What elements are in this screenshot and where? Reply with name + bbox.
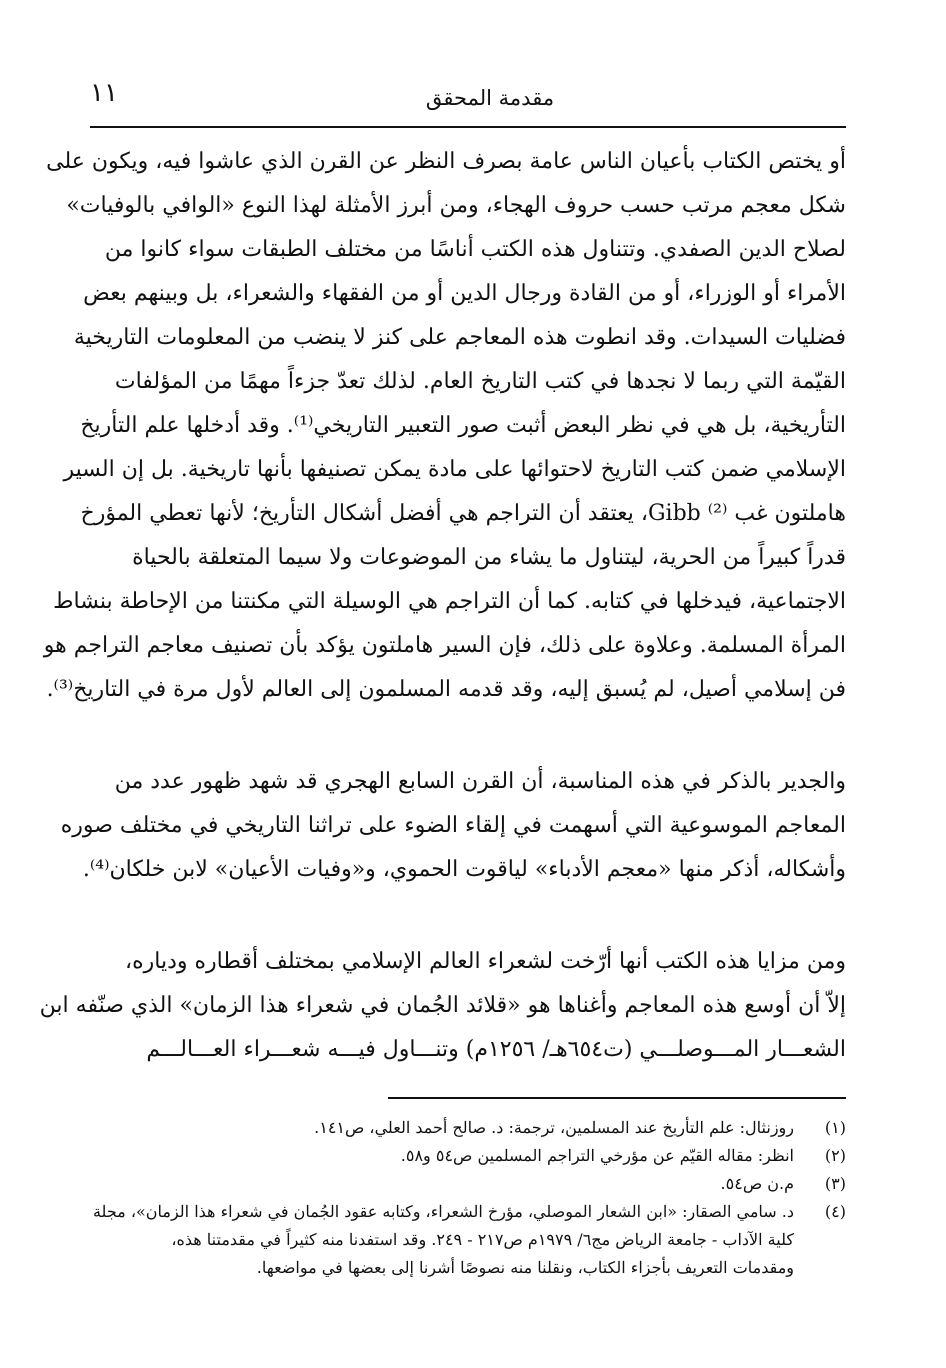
page-number: ١١ bbox=[90, 78, 118, 108]
text-line: الإسلامي ضمن كتب التاريخ لاحتوائها على مادة يمكن تصنيفها بأنها تاريخية. بل إن السير bbox=[63, 457, 846, 482]
text-line: فن إسلامي أصيل، لم يُسبق إليه، وقد قدمه المسلمون إلى العالم لأول مرة في التاريخ⁽³⁾. bbox=[46, 677, 846, 702]
paragraph-3 bbox=[39, 940, 846, 1072]
footnote-line: م.ن ص٥٤. bbox=[720, 1174, 794, 1193]
footnote-4 bbox=[92, 1198, 846, 1282]
header-rule bbox=[90, 126, 846, 128]
text-line: شكل معجم مرتب حسب حروف الهجاء، ومن أبرز الأمثلة لهذا النوع «الوافي بالوفيات» bbox=[66, 193, 846, 218]
text-line: القيّمة التي ربما لا نجدها في كتب التاريخ العام. لذلك تعدّ جزءاً مهمًا من المؤلفات bbox=[114, 369, 846, 394]
text-line: لصلاح الدين الصفدي. وتتناول هذه الكتب أناسًا من مختلف الطبقات سواء كانوا من bbox=[104, 237, 846, 262]
footnote-mark: (٣) bbox=[824, 1174, 846, 1193]
footnote-line: ومقدمات التعريف بأجزاء الكتاب، ونقلنا منه نصوصًا أشرنا إلى بعضها في مواضعها. bbox=[256, 1258, 794, 1277]
footnote-text bbox=[98, 1170, 794, 1198]
footnote-text bbox=[98, 1142, 794, 1170]
footnote-text bbox=[93, 1198, 794, 1282]
text-line: إلاّ أن أوسع هذه المعاجم وأغناها هو «قلائد الجُمان في شعراء هذا الزمان» الذي صنّفه ابن bbox=[39, 993, 846, 1018]
footnotes bbox=[92, 1114, 846, 1282]
text-line: الشعـــار المـــوصلـــي (ت٦٥٤هـ/ ١٢٥٦م) وتنـــاول فيـــه شعـــراء العـــالـــم bbox=[146, 1037, 846, 1062]
footnote-mark: (١) bbox=[824, 1118, 846, 1137]
footnote-rule bbox=[388, 1097, 846, 1099]
footnote-1 bbox=[98, 1114, 846, 1142]
text-line: والجدير بالذكر في هذه المناسبة، أن القرن السابع الهجري قد شهد ظهور عدد من bbox=[114, 769, 846, 794]
paragraph-1 bbox=[43, 140, 846, 712]
text-line: المرأة المسلمة. وعلاوة على ذلك، فإن السير هاملتون يؤكد بأن تصنيف معاجم التراجم هو bbox=[43, 633, 846, 658]
text-line: وأشكاله، أذكر منها «معجم الأدباء» لياقوت الحموي، و«وفيات الأعيان» لابن خلكان⁽⁴⁾. bbox=[82, 857, 846, 882]
footnote-3 bbox=[98, 1170, 846, 1198]
text-line: أو يختص الكتاب بأعيان الناس عامة بصرف النظر عن القرن الذي عاشوا فيه، ويكون على bbox=[46, 149, 846, 174]
text-line: قدراً كبيراً من الحرية، ليتناول ما يشاء من الموضوعات ولا سيما المتعلقة بالحياة bbox=[132, 545, 846, 570]
text-line: فضليات السيدات. وقد انطوت هذه المعاجم على كنز لا ينضب من المعلومات التاريخية bbox=[73, 325, 846, 350]
text-line: التأريخية، بل هي في نظر البعض أثبت صور التعبير التاريخي⁽¹⁾. وقد أدخلها علم التأريخ bbox=[80, 413, 846, 438]
footnote-mark: (٤) bbox=[824, 1202, 846, 1221]
running-header-title: مقدمة المحقق bbox=[425, 86, 555, 110]
footnote-line: د. سامي الصقار: «ابن الشعار الموصلي، مؤرخ الشعراء، وكتابه عقود الجُمان في شعراء هذا الزمان»، مجلة bbox=[92, 1202, 794, 1221]
text-line: المعاجم الموسوعية التي أسهمت في إلقاء الضوء على تراثنا التاريخي في مختلف صوره bbox=[60, 813, 846, 838]
footnote-2 bbox=[98, 1142, 846, 1170]
footnote-line: كلية الآداب - جامعة الرياض مج٦/ ١٩٧٩م ص٢١٧ - ٢٤٩. وقد استفدنا منه كثيراً في مقدمتنا هذه، bbox=[171, 1230, 794, 1249]
footnote-text bbox=[98, 1114, 794, 1142]
footnote-mark: (٢) bbox=[824, 1146, 846, 1165]
footnote-line: انظر: مقاله القيّم عن مؤرخي التراجم المسلمين ص٥٤ و٥٨. bbox=[400, 1146, 794, 1165]
text-line: الاجتماعية، فيدخلها في كتابه. كما أن التراجم هي الوسيلة التي مكنتنا من الإحاطة بنشاط bbox=[53, 589, 846, 614]
text-line: هاملتون غب Gibb ⁽²⁾، يعتقد أن التراجم هي أفضل أشكال التأريخ؛ لأنها تعطي المؤرخ bbox=[80, 501, 846, 526]
text-line: ومن مزايا هذه الكتب أنها أرّخت لشعراء العالم الإسلامي بمختلف أقطاره ودياره، bbox=[125, 949, 846, 974]
footnote-line: روزنثال: علم التأريخ عند المسلمين، ترجمة: د. صالح أحمد العلي، ص١٤١. bbox=[314, 1118, 794, 1137]
paragraph-2 bbox=[60, 760, 846, 892]
text-line: الأمراء أو الوزراء، أو من القادة ورجال الدين أو من الفقهاء والشعراء، بل وبينهم بعض bbox=[83, 281, 846, 306]
